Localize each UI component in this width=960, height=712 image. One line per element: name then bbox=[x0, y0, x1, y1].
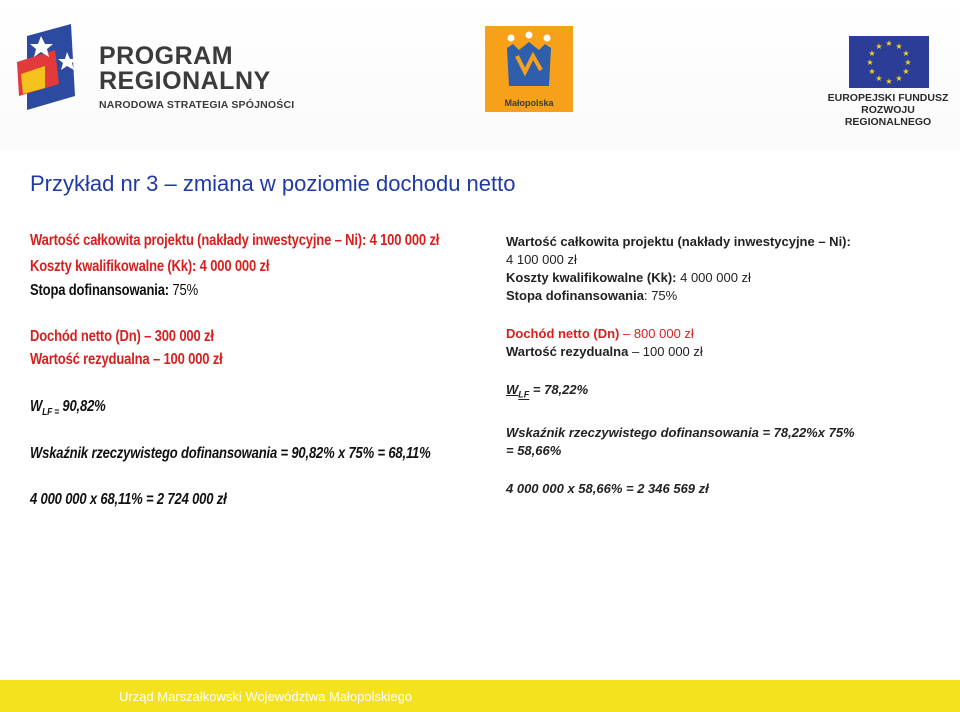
footer-bar bbox=[0, 680, 960, 712]
program-logo-line3: NARODOWA STRATEGIA SPÓJNOŚCI bbox=[99, 99, 295, 111]
right-total-value-label: Wartość całkowita projektu (nakłady inwestycyjne – Ni): bbox=[506, 234, 851, 249]
svg-text:★: ★ bbox=[868, 67, 876, 76]
right-column bbox=[506, 233, 946, 498]
right-net-income-amount: – 800 000 zł bbox=[619, 326, 694, 341]
left-total-value-label: Wartość całkowita projektu (nakłady inwestycyjne – Ni): bbox=[30, 232, 370, 249]
right-indicator-line1: Wskaźnik rzeczywistego dofinansowania = 78,22%x 75% bbox=[506, 424, 855, 440]
left-residual-value-line bbox=[30, 351, 223, 369]
left-residual-value-amount: 100 000 zł bbox=[163, 351, 223, 368]
right-total-value-amount: 4 100 000 zł bbox=[506, 252, 577, 267]
eu-flag-icon bbox=[849, 36, 929, 88]
left-wlf-value: 90,82% bbox=[58, 398, 106, 415]
right-residual-value-amount: – 100 000 zł bbox=[628, 344, 703, 359]
program-logo-line1: PROGRAM bbox=[99, 42, 234, 70]
left-net-income-amount: 300 000 zł bbox=[154, 328, 214, 345]
svg-text:★: ★ bbox=[885, 39, 893, 48]
left-total-value-line bbox=[30, 232, 439, 250]
svg-text:★: ★ bbox=[866, 58, 874, 67]
left-wlf-letter: W bbox=[30, 398, 43, 415]
left-eligible-costs-label: Koszty kwalifikowalne (Kk): bbox=[30, 258, 200, 275]
left-result-line: 4 000 000 x 68,11% = 2 724 000 zł bbox=[30, 491, 227, 508]
footer-text: Urząd Marszałkowski Województwa Małopolskiego bbox=[119, 689, 413, 704]
right-eligible-costs-label: Koszty kwalifikowalne (Kk): bbox=[506, 270, 677, 285]
svg-text:★: ★ bbox=[875, 42, 883, 51]
left-total-value-amount: 4 100 000 zł bbox=[369, 232, 440, 249]
right-wlf-value: = 78,22% bbox=[529, 382, 589, 397]
program-logo-line2: REGIONALNY bbox=[99, 67, 271, 95]
left-cofinancing-rate-value: 75% bbox=[168, 282, 198, 299]
right-indicator-line2: = 58,66% bbox=[506, 442, 562, 458]
svg-text:★: ★ bbox=[885, 77, 893, 86]
right-eligible-costs-amount: 4 000 000 zł bbox=[676, 270, 751, 285]
svg-text:★: ★ bbox=[904, 58, 912, 67]
header-logos-bar bbox=[0, 0, 960, 150]
left-wlf-subscript: LF = bbox=[42, 407, 59, 419]
svg-text:★: ★ bbox=[895, 42, 903, 51]
left-eligible-costs-line bbox=[30, 258, 269, 276]
malopolska-logo bbox=[485, 26, 573, 112]
left-cofinancing-rate-label: Stopa dofinansowania: bbox=[30, 282, 169, 299]
right-wlf-line bbox=[506, 381, 946, 404]
svg-text:★: ★ bbox=[902, 49, 910, 58]
right-residual-value-label: Wartość rezydualna bbox=[506, 344, 629, 359]
left-residual-value-label: Wartość rezydualna – bbox=[30, 351, 164, 368]
right-wlf-subscript: LF bbox=[518, 389, 530, 400]
program-regionalny-logo bbox=[15, 22, 315, 112]
eu-fund-logo bbox=[817, 36, 957, 128]
left-cofinancing-rate-line bbox=[30, 282, 198, 300]
left-indicator-line: Wskaźnik rzeczywistego dofinansowania = 90,82% x 75% = 68,11% bbox=[30, 445, 431, 462]
svg-text:★: ★ bbox=[895, 74, 903, 83]
right-cofinancing-rate-value: : 75% bbox=[643, 288, 678, 303]
left-eligible-costs-amount: 4 000 000 zł bbox=[199, 258, 270, 275]
right-net-income-label: Dochód netto (Dn) bbox=[506, 326, 620, 341]
eu-logo-line1: EUROPEJSKI FUNDUSZ bbox=[827, 92, 949, 104]
svg-text:★: ★ bbox=[868, 49, 876, 58]
right-result-line: 4 000 000 x 58,66% = 2 346 569 zł bbox=[506, 480, 709, 496]
eu-logo-line2: ROZWOJU REGIONALNEGO bbox=[844, 104, 932, 128]
malopolska-crown-icon bbox=[485, 26, 573, 96]
right-cofinancing-rate-label: Stopa dofinansowania bbox=[506, 288, 644, 303]
svg-text:★: ★ bbox=[902, 67, 910, 76]
slide-title: Przykład nr 3 – zmiana w poziomie dochodu netto bbox=[30, 171, 516, 196]
left-net-income-line bbox=[30, 328, 214, 346]
malopolska-logo-label: Małopolska bbox=[504, 98, 554, 108]
svg-text:★: ★ bbox=[875, 74, 883, 83]
left-net-income-label: Dochód netto (Dn) – bbox=[30, 328, 155, 345]
left-wlf-line bbox=[30, 398, 106, 418]
program-regionalny-emblem-icon bbox=[15, 22, 93, 114]
right-wlf-letter: W bbox=[506, 382, 519, 397]
